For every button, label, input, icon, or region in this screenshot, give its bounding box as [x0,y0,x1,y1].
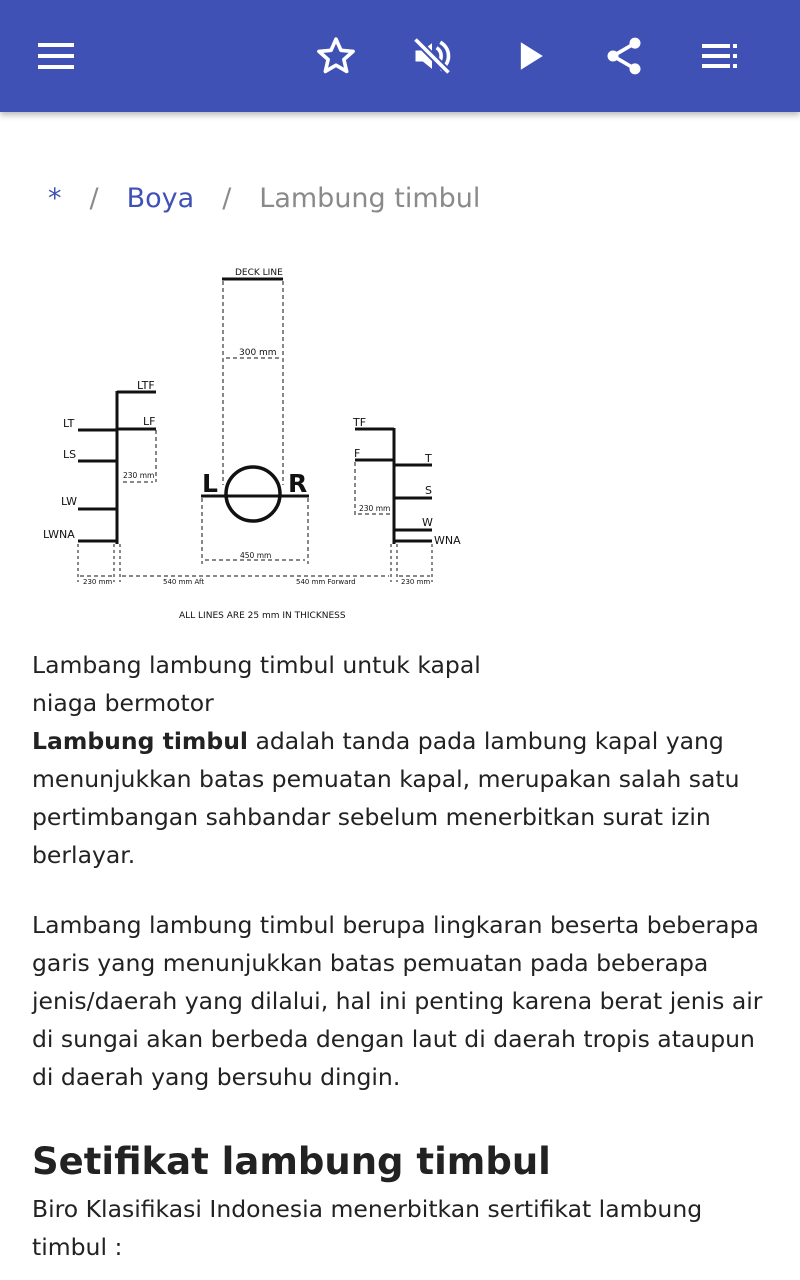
label-s: S [425,484,432,497]
play-icon [508,34,552,78]
breadcrumb-current: Lambung timbul [259,182,481,214]
breadcrumb-separator: / [222,182,232,214]
share-icon [602,34,646,78]
volume-off-icon [410,34,454,78]
list-icon [700,36,740,76]
label-tf: TF [353,416,367,429]
toc-button[interactable] [692,28,748,84]
load-line-diagram[interactable] [32,260,472,626]
label-dim-300: 300 mm [239,348,277,358]
app-bar [0,0,800,112]
label-dim-540-forward: 540 mm Forward [296,578,356,586]
menu-button[interactable] [28,28,84,84]
label-t: T [425,452,432,465]
label-wna: WNA [434,534,461,547]
breadcrumb-parent[interactable]: Boya [126,182,195,214]
label-dim-230-left: 230 mm [123,471,155,480]
label-deck-line: DECK LINE [235,268,283,278]
label-w: W [422,516,433,529]
paragraph-description: Lambang lambung timbul berupa lingkaran beserta beberapa garis yang menunjukkan batas pemuatan pada beberapa jenis/daerah yang dilalui, hal ini penting karena berat jenis air di sungai akan berbeda dengan laut di daerah tropis ataupun di daerah yang bersuhu dingin. [32,911,763,1091]
label-ltf: LTF [137,379,155,392]
image-caption: Lambang lambung timbul untuk kapal niaga bermotor [32,651,481,717]
label-ls: LS [63,448,77,461]
breadcrumb-home[interactable]: * [48,182,62,214]
paragraph-certificate: Biro Klasifikasi Indonesia menerbitkan sertifikat lambung timbul : [32,1195,703,1261]
label-dim-230-right: 230 mm [359,504,391,513]
label-lf: LF [143,415,156,428]
paragraph-intro-text: adalah tanda pada lambung kapal yang menunjukkan batas pemuatan kapal, merupakan salah satu pertimbangan sahbandar sebelum menerbitkan surat izin berlayar. [32,727,740,869]
label-lwna: LWNA [43,528,75,541]
play-button[interactable] [502,28,558,84]
breadcrumb-separator: / [89,182,99,214]
label-l: L [202,469,218,498]
label-dim-540-aft: 540 mm Aft [163,578,205,586]
term-bold: Lambung timbul [32,727,248,755]
label-dim-450: 450 mm [240,551,272,560]
label-lw: LW [61,495,77,508]
label-thickness-note: ALL LINES ARE 25 mm IN THICKNESS [179,611,346,621]
menu-icon [36,36,76,76]
section-heading: Setifikat lambung timbul [32,1140,551,1183]
label-r: R [288,469,308,498]
label-dim-230-bottom-right: 230 mm [401,578,431,586]
load-line-diagram-svg [32,260,472,626]
share-button[interactable] [596,28,652,84]
paragraph-intro [32,722,772,874]
mute-button[interactable] [404,28,460,84]
bookmark-button[interactable] [308,28,364,84]
breadcrumb [48,178,480,218]
article-content [32,646,772,1266]
label-f: F [354,447,361,460]
label-dim-230-bottom-left: 230 mm [83,578,113,586]
label-lt: LT [63,417,75,430]
star-icon [314,34,358,78]
